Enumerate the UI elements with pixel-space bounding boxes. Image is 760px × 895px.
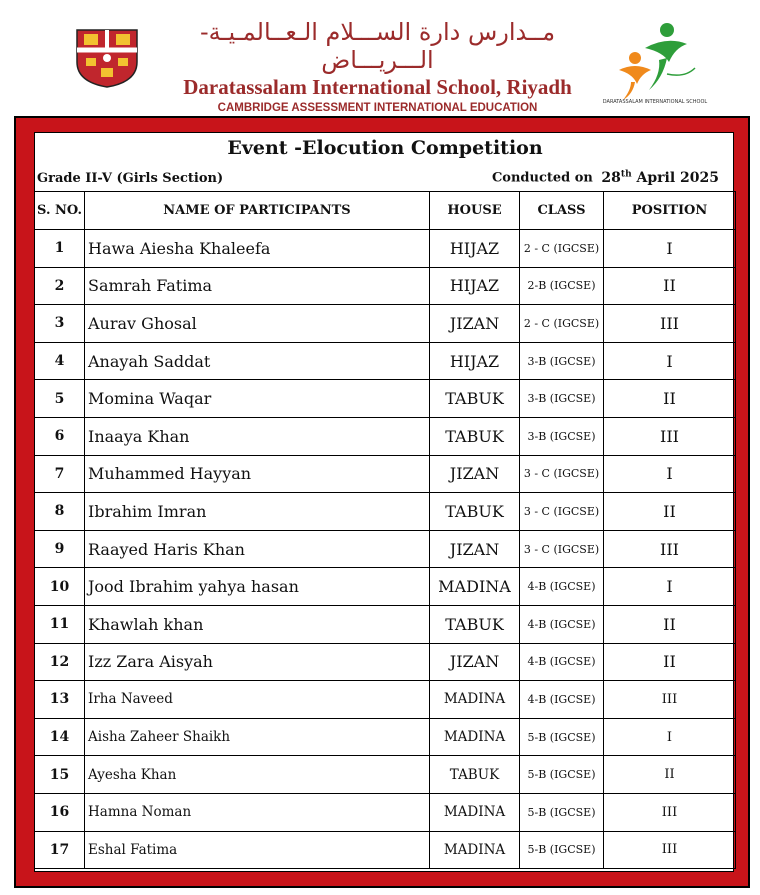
table-row: [35, 342, 736, 380]
cell-sno: 7: [35, 455, 85, 493]
table-row: [35, 455, 736, 493]
cell-sno: 11: [35, 605, 85, 643]
school-name-arabic: مــدارس دارة الســـلام الـعــالمـيـة- الـــريـــاض: [199, 18, 556, 74]
results-sheet: [34, 132, 734, 872]
cell-name: Ayesha Khan: [85, 756, 430, 794]
cell-sno: 4: [35, 342, 85, 380]
cell-class: 5-B (IGCSE): [520, 793, 604, 831]
cambridge-crest-icon: [74, 28, 140, 88]
column-header-position: POSITION: [604, 192, 736, 230]
cell-sno: 12: [35, 643, 85, 681]
cell-sno: 16: [35, 793, 85, 831]
cell-position: III: [604, 530, 736, 568]
table-row: [35, 681, 736, 719]
cell-sno: 14: [35, 718, 85, 756]
date-suffix: th: [620, 169, 632, 179]
table-row: [35, 831, 736, 869]
cell-position: II: [604, 756, 736, 794]
cell-sno: 1: [35, 230, 85, 268]
cell-sno: 6: [35, 417, 85, 455]
column-header-class: CLASS: [520, 192, 604, 230]
conducted-date: [492, 169, 719, 186]
cell-house: HIJAZ: [430, 230, 520, 268]
cell-house: TABUK: [430, 756, 520, 794]
table-row: [35, 568, 736, 606]
cell-house: HIJAZ: [430, 267, 520, 305]
table-row: [35, 718, 736, 756]
cell-house: JIZAN: [430, 305, 520, 343]
cell-name: Raayed Haris Khan: [85, 530, 430, 568]
cell-class: 3-B (IGCSE): [520, 380, 604, 418]
cell-class: 4-B (IGCSE): [520, 643, 604, 681]
cell-class: 3-B (IGCSE): [520, 342, 604, 380]
cell-position: II: [604, 493, 736, 531]
results-table: [34, 191, 736, 869]
document-frame: [14, 116, 750, 888]
letterhead: [0, 0, 760, 115]
cell-class: 4-B (IGCSE): [520, 605, 604, 643]
cell-name: Hawa Aiesha Khaleefa: [85, 230, 430, 268]
date-rest: April 2025: [636, 169, 719, 186]
cell-house: TABUK: [430, 417, 520, 455]
logo-caption: DARATASSALAM INTERNATIONAL SCHOOL: [602, 99, 708, 105]
table-body: [35, 230, 736, 869]
cell-name: Izz Zara Aisyah: [85, 643, 430, 681]
table-row: [35, 305, 736, 343]
cell-sno: 3: [35, 305, 85, 343]
cell-name: Hamna Noman: [85, 793, 430, 831]
cell-name: Khawlah khan: [85, 605, 430, 643]
cell-position: I: [604, 455, 736, 493]
cell-house: MADINA: [430, 793, 520, 831]
table-row: [35, 230, 736, 268]
event-title: Event -Elocution Competition: [227, 137, 543, 159]
cell-house: JIZAN: [430, 643, 520, 681]
cell-name: Eshal Fatima: [85, 831, 430, 869]
cell-name: Muhammed Hayyan: [85, 455, 430, 493]
cell-house: JIZAN: [430, 530, 520, 568]
cell-name: Anayah Saddat: [85, 342, 430, 380]
cell-house: JIZAN: [430, 455, 520, 493]
cell-class: 4-B (IGCSE): [520, 681, 604, 719]
cell-house: MADINA: [430, 718, 520, 756]
cell-position: III: [604, 305, 736, 343]
table-row: [35, 267, 736, 305]
cell-class: 2-B (IGCSE): [520, 267, 604, 305]
cell-name: Ibrahim Imran: [85, 493, 430, 531]
cell-name: Inaaya Khan: [85, 417, 430, 455]
cell-house: MADINA: [430, 681, 520, 719]
cell-sno: 2: [35, 267, 85, 305]
cell-position: I: [604, 342, 736, 380]
cell-position: III: [604, 417, 736, 455]
cell-sno: 15: [35, 756, 85, 794]
table-row: [35, 643, 736, 681]
conducted-label: Conducted on: [491, 170, 593, 186]
cell-position: III: [604, 793, 736, 831]
cell-class: 3 - C (IGCSE): [520, 530, 604, 568]
column-header-house: HOUSE: [430, 192, 520, 230]
cell-position: II: [604, 267, 736, 305]
cell-name: Momina Waqar: [85, 380, 430, 418]
cell-class: 2 - C (IGCSE): [520, 230, 604, 268]
cell-sno: 5: [35, 380, 85, 418]
cell-position: III: [604, 831, 736, 869]
table-row: [35, 793, 736, 831]
cell-house: TABUK: [430, 493, 520, 531]
cell-house: MADINA: [430, 831, 520, 869]
cell-sno: 8: [35, 493, 85, 531]
cell-class: 5-B (IGCSE): [520, 718, 604, 756]
table-row: [35, 605, 736, 643]
cell-position: I: [604, 718, 736, 756]
cell-position: II: [604, 380, 736, 418]
cell-position: II: [604, 643, 736, 681]
table-row: [35, 530, 736, 568]
cell-class: 5-B (IGCSE): [520, 831, 604, 869]
board-line: CAMBRIDGE ASSESSMENT INTERNATIONAL EDUCATION: [217, 102, 538, 114]
grade-label: Grade II-V (Girls Section): [37, 171, 224, 186]
cell-house: HIJAZ: [430, 342, 520, 380]
school-logo-icon: [605, 18, 705, 106]
cell-sno: 17: [35, 831, 85, 869]
table-row: [35, 380, 736, 418]
cell-house: TABUK: [430, 605, 520, 643]
cell-position: III: [604, 681, 736, 719]
cell-name: Irha Naveed: [85, 681, 430, 719]
cell-class: 4-B (IGCSE): [520, 568, 604, 606]
cell-name: Jood Ibrahim yahya hasan: [85, 568, 430, 606]
cell-class: 5-B (IGCSE): [520, 756, 604, 794]
cell-position: I: [604, 568, 736, 606]
cell-position: I: [604, 230, 736, 268]
date: [601, 170, 719, 186]
cell-house: TABUK: [430, 380, 520, 418]
cell-class: 3 - C (IGCSE): [520, 455, 604, 493]
table-header-row: [35, 192, 736, 230]
cell-house: MADINA: [430, 568, 520, 606]
cell-class: 2 - C (IGCSE): [520, 305, 604, 343]
column-header-name: NAME OF PARTICIPANTS: [85, 192, 430, 230]
cell-class: 3-B (IGCSE): [520, 417, 604, 455]
cell-name: Aurav Ghosal: [85, 305, 430, 343]
cell-name: Aisha Zaheer Shaikh: [85, 718, 430, 756]
table-row: [35, 493, 736, 531]
cell-position: II: [604, 605, 736, 643]
cell-class: 3 - C (IGCSE): [520, 493, 604, 531]
cell-name: Samrah Fatima: [85, 267, 430, 305]
cell-sno: 9: [35, 530, 85, 568]
cell-sno: 13: [35, 681, 85, 719]
table-row: [35, 756, 736, 794]
cell-sno: 10: [35, 568, 85, 606]
date-day: 28: [601, 169, 621, 186]
table-row: [35, 417, 736, 455]
school-name: Daratassalam International School, Riyadh: [183, 75, 572, 99]
column-header-sno: S. NO.: [35, 192, 85, 230]
